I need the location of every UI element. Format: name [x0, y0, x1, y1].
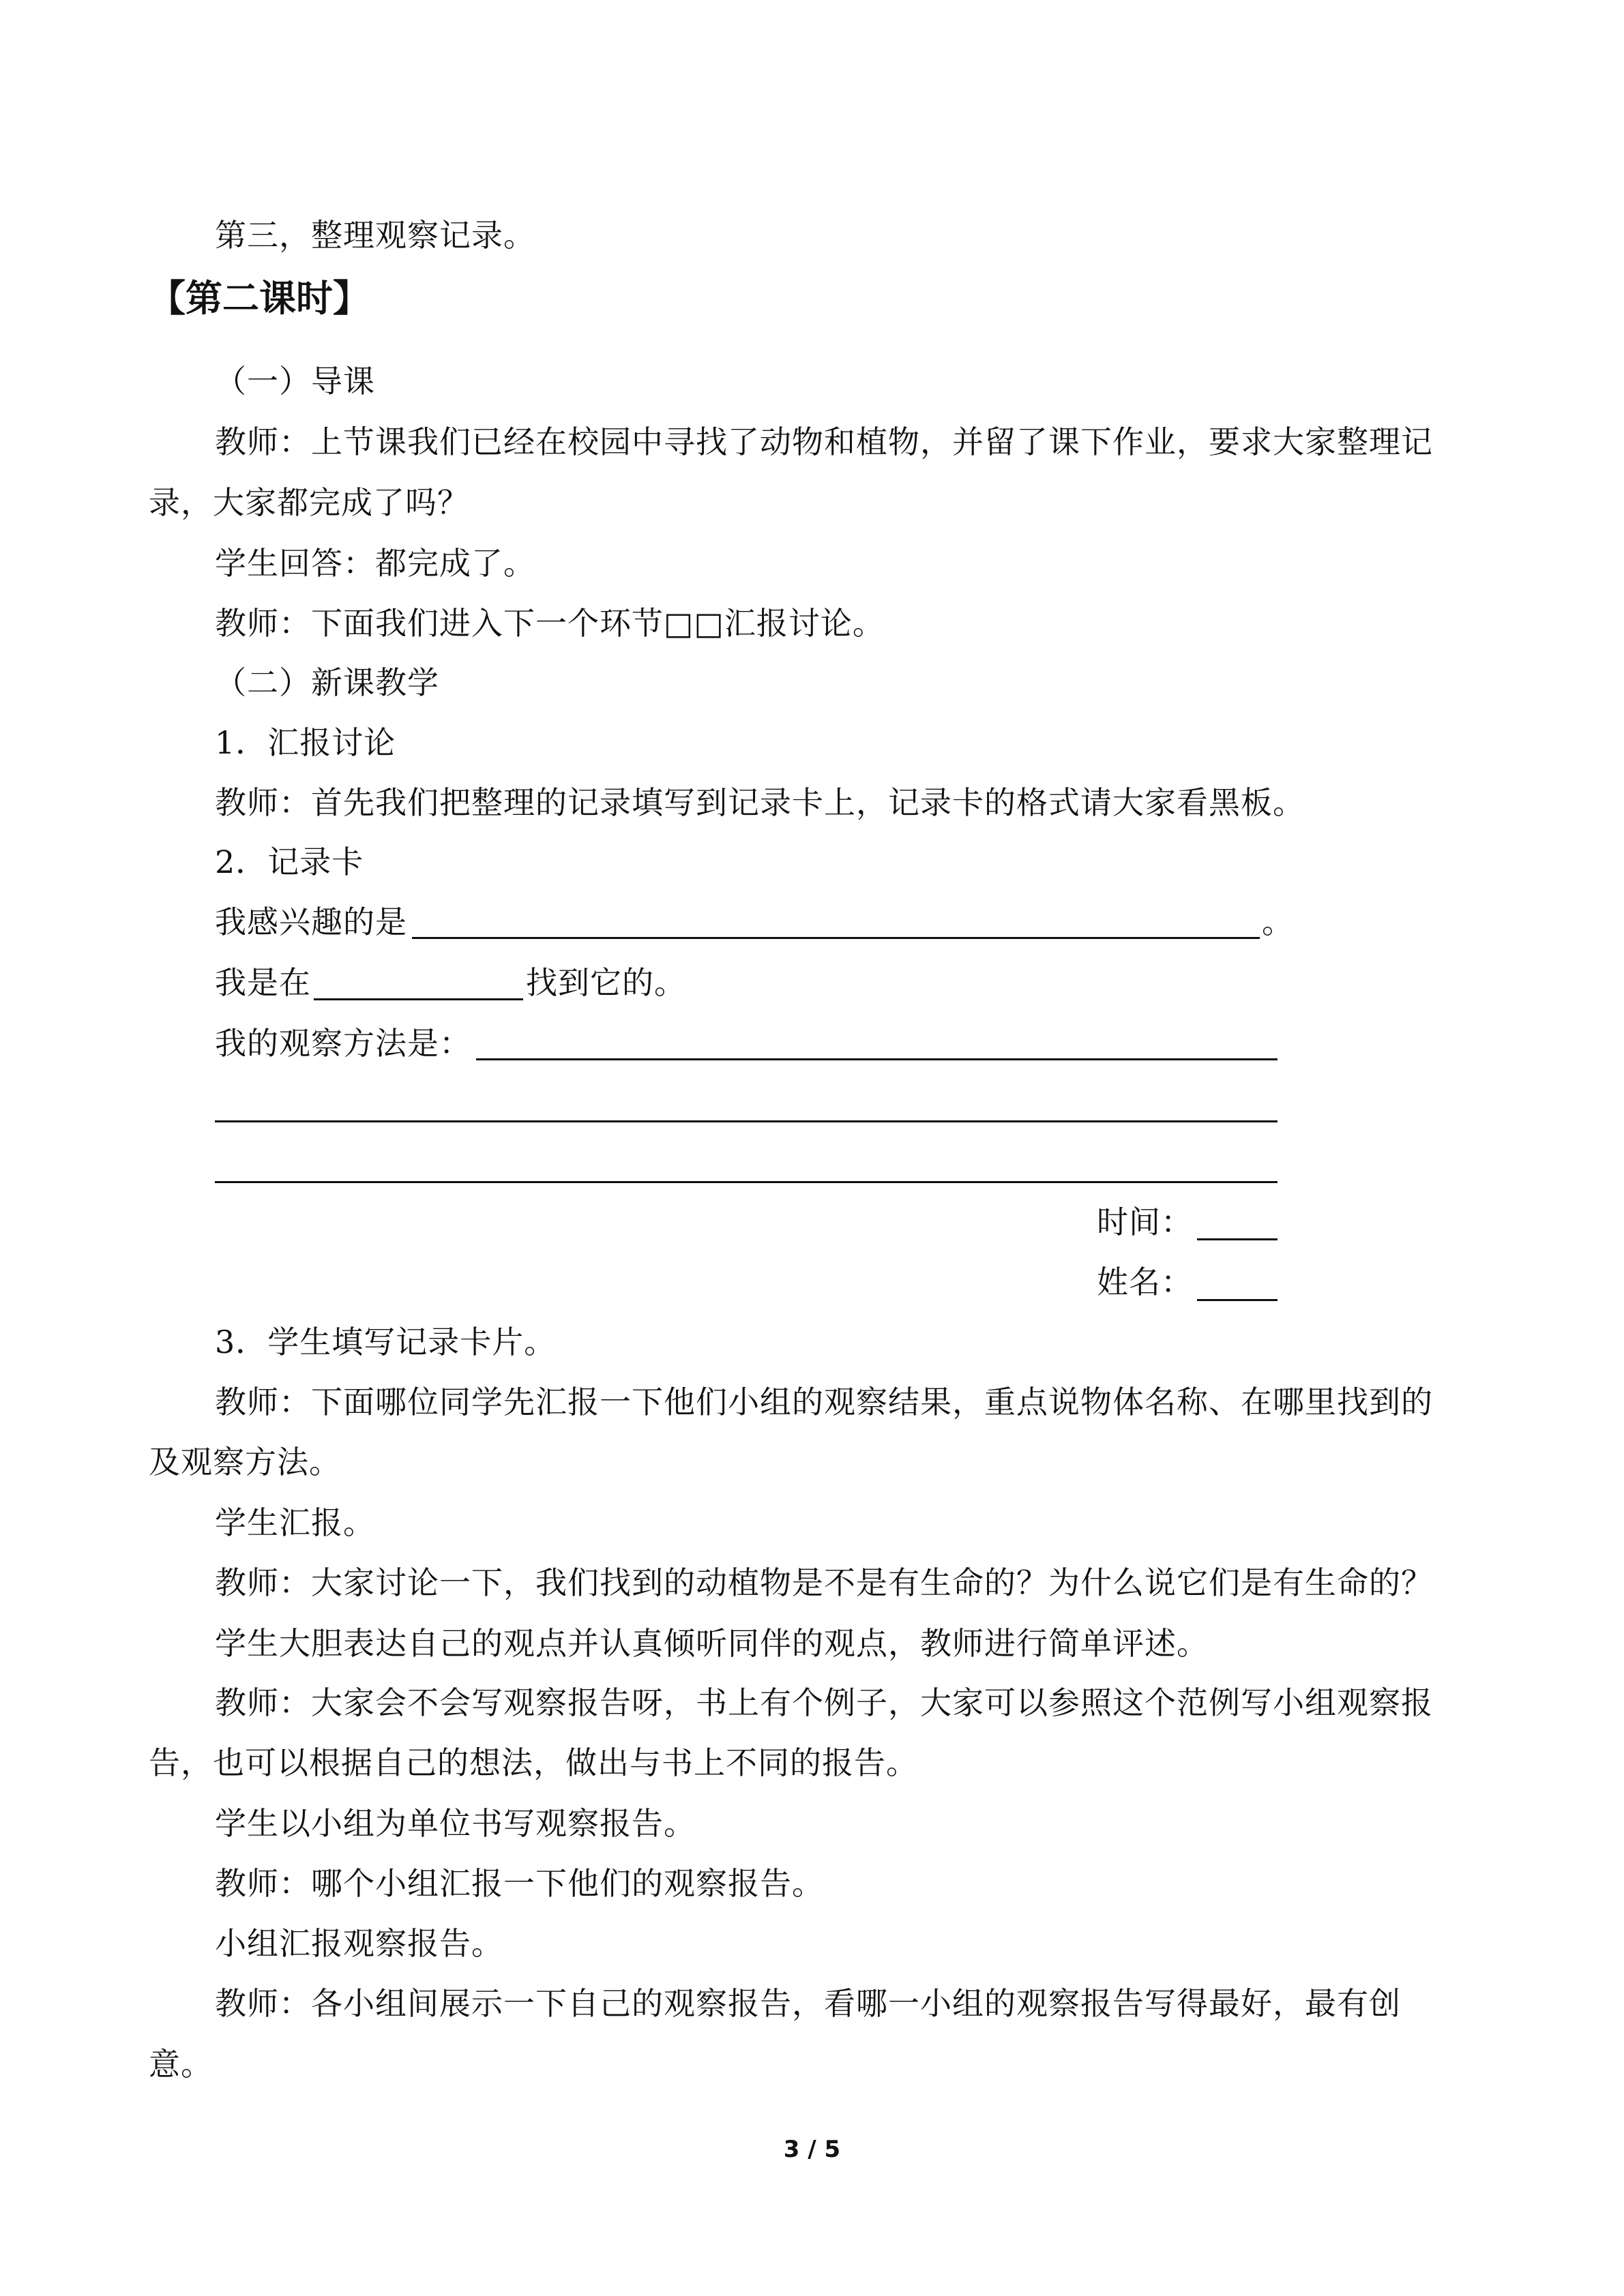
student-answer: 学生回答：都完成了。 [215, 545, 535, 582]
group-report: 小组汇报观察报告。 [215, 1925, 503, 1962]
card-method-blank-2 [215, 1120, 1278, 1122]
item-1: 1．汇报讨论 [215, 724, 396, 761]
teacher-show-line2: 意。 [149, 2046, 213, 2083]
teacher-write-line2: 告，也可以根据自己的想法，做出与书上不同的报告。 [149, 1744, 918, 1781]
teacher-report-line1: 教师：下面哪位同学先汇报一下他们小组的观察结果，重点说物体名称、在哪里找到的 [215, 1384, 1433, 1420]
teacher-which-group: 教师：哪个小组汇报一下他们的观察报告。 [215, 1865, 824, 1902]
student-write: 学生以小组为单位书写观察报告。 [215, 1805, 696, 1842]
card-interest-label: 我感兴趣的是 [215, 904, 407, 940]
card-found-suffix: 找到它的。 [526, 964, 686, 1001]
heading-second-period: 【第二课时】 [149, 277, 370, 320]
teacher-intro-line2: 录，大家都完成了吗？ [149, 484, 469, 521]
teacher-next: 教师：下面我们进入下一个环节□□汇报讨论。 [215, 605, 885, 642]
card-time-label: 时间： [1097, 1204, 1193, 1240]
card-method-label: 我的观察方法是： [215, 1025, 471, 1062]
teacher-report-line2: 及观察方法。 [149, 1444, 341, 1480]
teacher-intro-line1: 教师：上节课我们已经在校园中寻找了动物和植物，并留了课下作业，要求大家整理记 [215, 423, 1433, 460]
student-report: 学生汇报。 [215, 1504, 375, 1541]
card-name-blank [1197, 1299, 1278, 1301]
section-intro-label: （一）导课 [215, 363, 375, 400]
teacher-show-line1: 教师：各小组间展示一下自己的观察报告，看哪一小组的观察报告写得最好，最有创 [215, 1985, 1401, 2022]
page-number: 3 / 5 [783, 2136, 841, 2163]
item-3: 3．学生填写记录卡片。 [215, 1324, 557, 1360]
card-found-prefix: 我是在 [215, 964, 311, 1001]
line-third-step: 第三，整理观察记录。 [215, 217, 535, 254]
card-found-blank [314, 998, 523, 1000]
teacher-discuss: 教师：大家讨论一下，我们找到的动植物是不是有生命的？为什么说它们是有生命的？ [215, 1564, 1433, 1601]
card-time-blank [1197, 1238, 1278, 1240]
item-2: 2．记录卡 [215, 844, 364, 880]
teacher-write-line1: 教师：大家会不会写观察报告呀，书上有个例子，大家可以参照这个范例写小组观察报 [215, 1684, 1433, 1721]
section-new-lesson: （二）新课教学 [215, 664, 439, 701]
card-interest-end: 。 [1262, 904, 1294, 940]
teacher-fill-card: 教师：首先我们把整理的记录填写到记录卡上，记录卡的格式请大家看黑板。 [215, 784, 1305, 821]
card-name-label: 姓名： [1097, 1264, 1193, 1300]
card-method-blank-3 [215, 1181, 1278, 1183]
card-interest-blank [412, 937, 1260, 939]
student-express: 学生大胆表达自己的观点并认真倾听同伴的观点，教师进行简单评述。 [215, 1625, 1209, 1662]
card-method-blank-1 [476, 1058, 1278, 1060]
